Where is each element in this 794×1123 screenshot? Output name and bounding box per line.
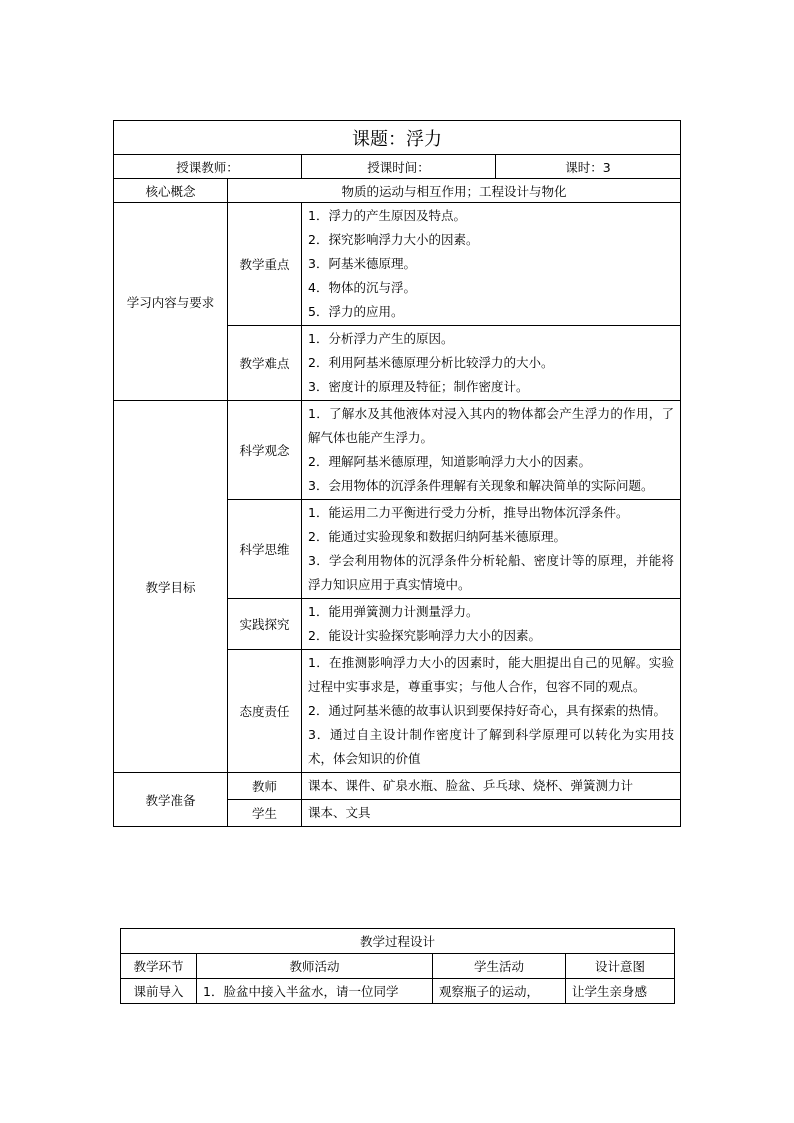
lesson-plan-table	[113, 120, 681, 827]
difficulty-item: 1．分析浮力产生的原因。	[308, 331, 454, 346]
science-concept-content	[302, 401, 681, 500]
attitude-content	[302, 650, 681, 773]
focus-content	[302, 203, 681, 326]
process-header: 设计意图	[566, 954, 675, 979]
lesson-title: 课题：浮力	[114, 121, 681, 155]
focus-item: 3．阿基米德原理。	[308, 256, 416, 271]
prep-teacher-label: 教师	[228, 773, 302, 800]
practice-label: 实践探究	[228, 599, 302, 650]
prep-student-value: 课本、文具	[302, 800, 681, 827]
process-cell: 1．脸盆中接入半盆水，请一位同学	[197, 979, 433, 1004]
process-cell: 课前导入	[121, 979, 197, 1004]
science-concept-item: 3．会用物体的沉浮条件理解有关现象和解决简单的实际问题。	[308, 478, 654, 493]
science-thinking-item: 3．学会利用物体的沉浮条件分析轮船、密度计等的原理，并能将浮力知识应用于真实情境中。	[308, 553, 675, 592]
attitude-item: 3．通过自主设计制作密度计了解到科学原理可以转化为实用技术，体会知识的价值	[308, 727, 675, 766]
difficulty-item: 3．密度计的原理及特征；制作密度计。	[308, 379, 529, 394]
process-title: 教学过程设计	[121, 929, 675, 954]
focus-item: 4．物体的沉与浮。	[308, 280, 416, 295]
time-label: 授课时间：	[302, 155, 496, 179]
prep-teacher-value: 课本、课件、矿泉水瓶、脸盆、乒乓球、烧杯、弹簧测力计	[302, 773, 681, 800]
process-table	[120, 928, 675, 1004]
difficulty-item: 2．利用阿基米德原理分析比较浮力的大小。	[308, 355, 554, 370]
difficulty-label: 教学难点	[228, 326, 302, 401]
process-cell: 观察瓶子的运动，	[433, 979, 566, 1004]
hours-label: 课时：3	[496, 155, 681, 179]
science-thinking-item: 1．能运用二力平衡进行受力分析，推导出物体沉浮条件。	[308, 505, 629, 520]
science-thinking-label: 科学思维	[228, 500, 302, 599]
science-thinking-content	[302, 500, 681, 599]
practice-content	[302, 599, 681, 650]
core-concept-label: 核心概念	[114, 179, 228, 203]
practice-item: 1．能用弹簧测力计测量浮力。	[308, 604, 479, 619]
difficulty-content	[302, 326, 681, 401]
focus-label: 教学重点	[228, 203, 302, 326]
focus-item: 1．浮力的产生原因及特点。	[308, 208, 466, 223]
content-section-label: 学习内容与要求	[114, 203, 228, 401]
science-concept-item: 2．理解阿基米德原理，知道影响浮力大小的因素。	[308, 454, 591, 469]
attitude-item: 1．在推测影响浮力大小的因素时，能大胆提出自己的见解。实验过程中实事求是，尊重事实；与他人合作，包容不同的观点。	[308, 655, 675, 694]
attitude-label: 态度责任	[228, 650, 302, 773]
process-header: 学生活动	[433, 954, 566, 979]
prep-label: 教学准备	[114, 773, 228, 827]
process-header: 教师活动	[197, 954, 433, 979]
core-concept-value: 物质的运动与相互作用；工程设计与物化	[228, 179, 681, 203]
table-row	[121, 979, 675, 1004]
focus-item: 2．探究影响浮力大小的因素。	[308, 232, 479, 247]
science-concept-item: 1．了解水及其他液体对浸入其内的物体都会产生浮力的作用，了解气体也能产生浮力。	[308, 406, 675, 445]
goals-label: 教学目标	[114, 401, 228, 773]
process-cell: 让学生亲身感	[566, 979, 675, 1004]
science-thinking-item: 2．能通过实验现象和数据归纳阿基米德原理。	[308, 529, 566, 544]
attitude-item: 2．通过阿基米德的故事认识到要保持好奇心，具有探索的热情。	[308, 703, 666, 718]
science-concept-label: 科学观念	[228, 401, 302, 500]
focus-item: 5．浮力的应用。	[308, 304, 404, 319]
prep-student-label: 学生	[228, 800, 302, 827]
process-header: 教学环节	[121, 954, 197, 979]
teacher-label: 授课教师：	[114, 155, 302, 179]
practice-item: 2．能设计实验探究影响浮力大小的因素。	[308, 628, 541, 643]
